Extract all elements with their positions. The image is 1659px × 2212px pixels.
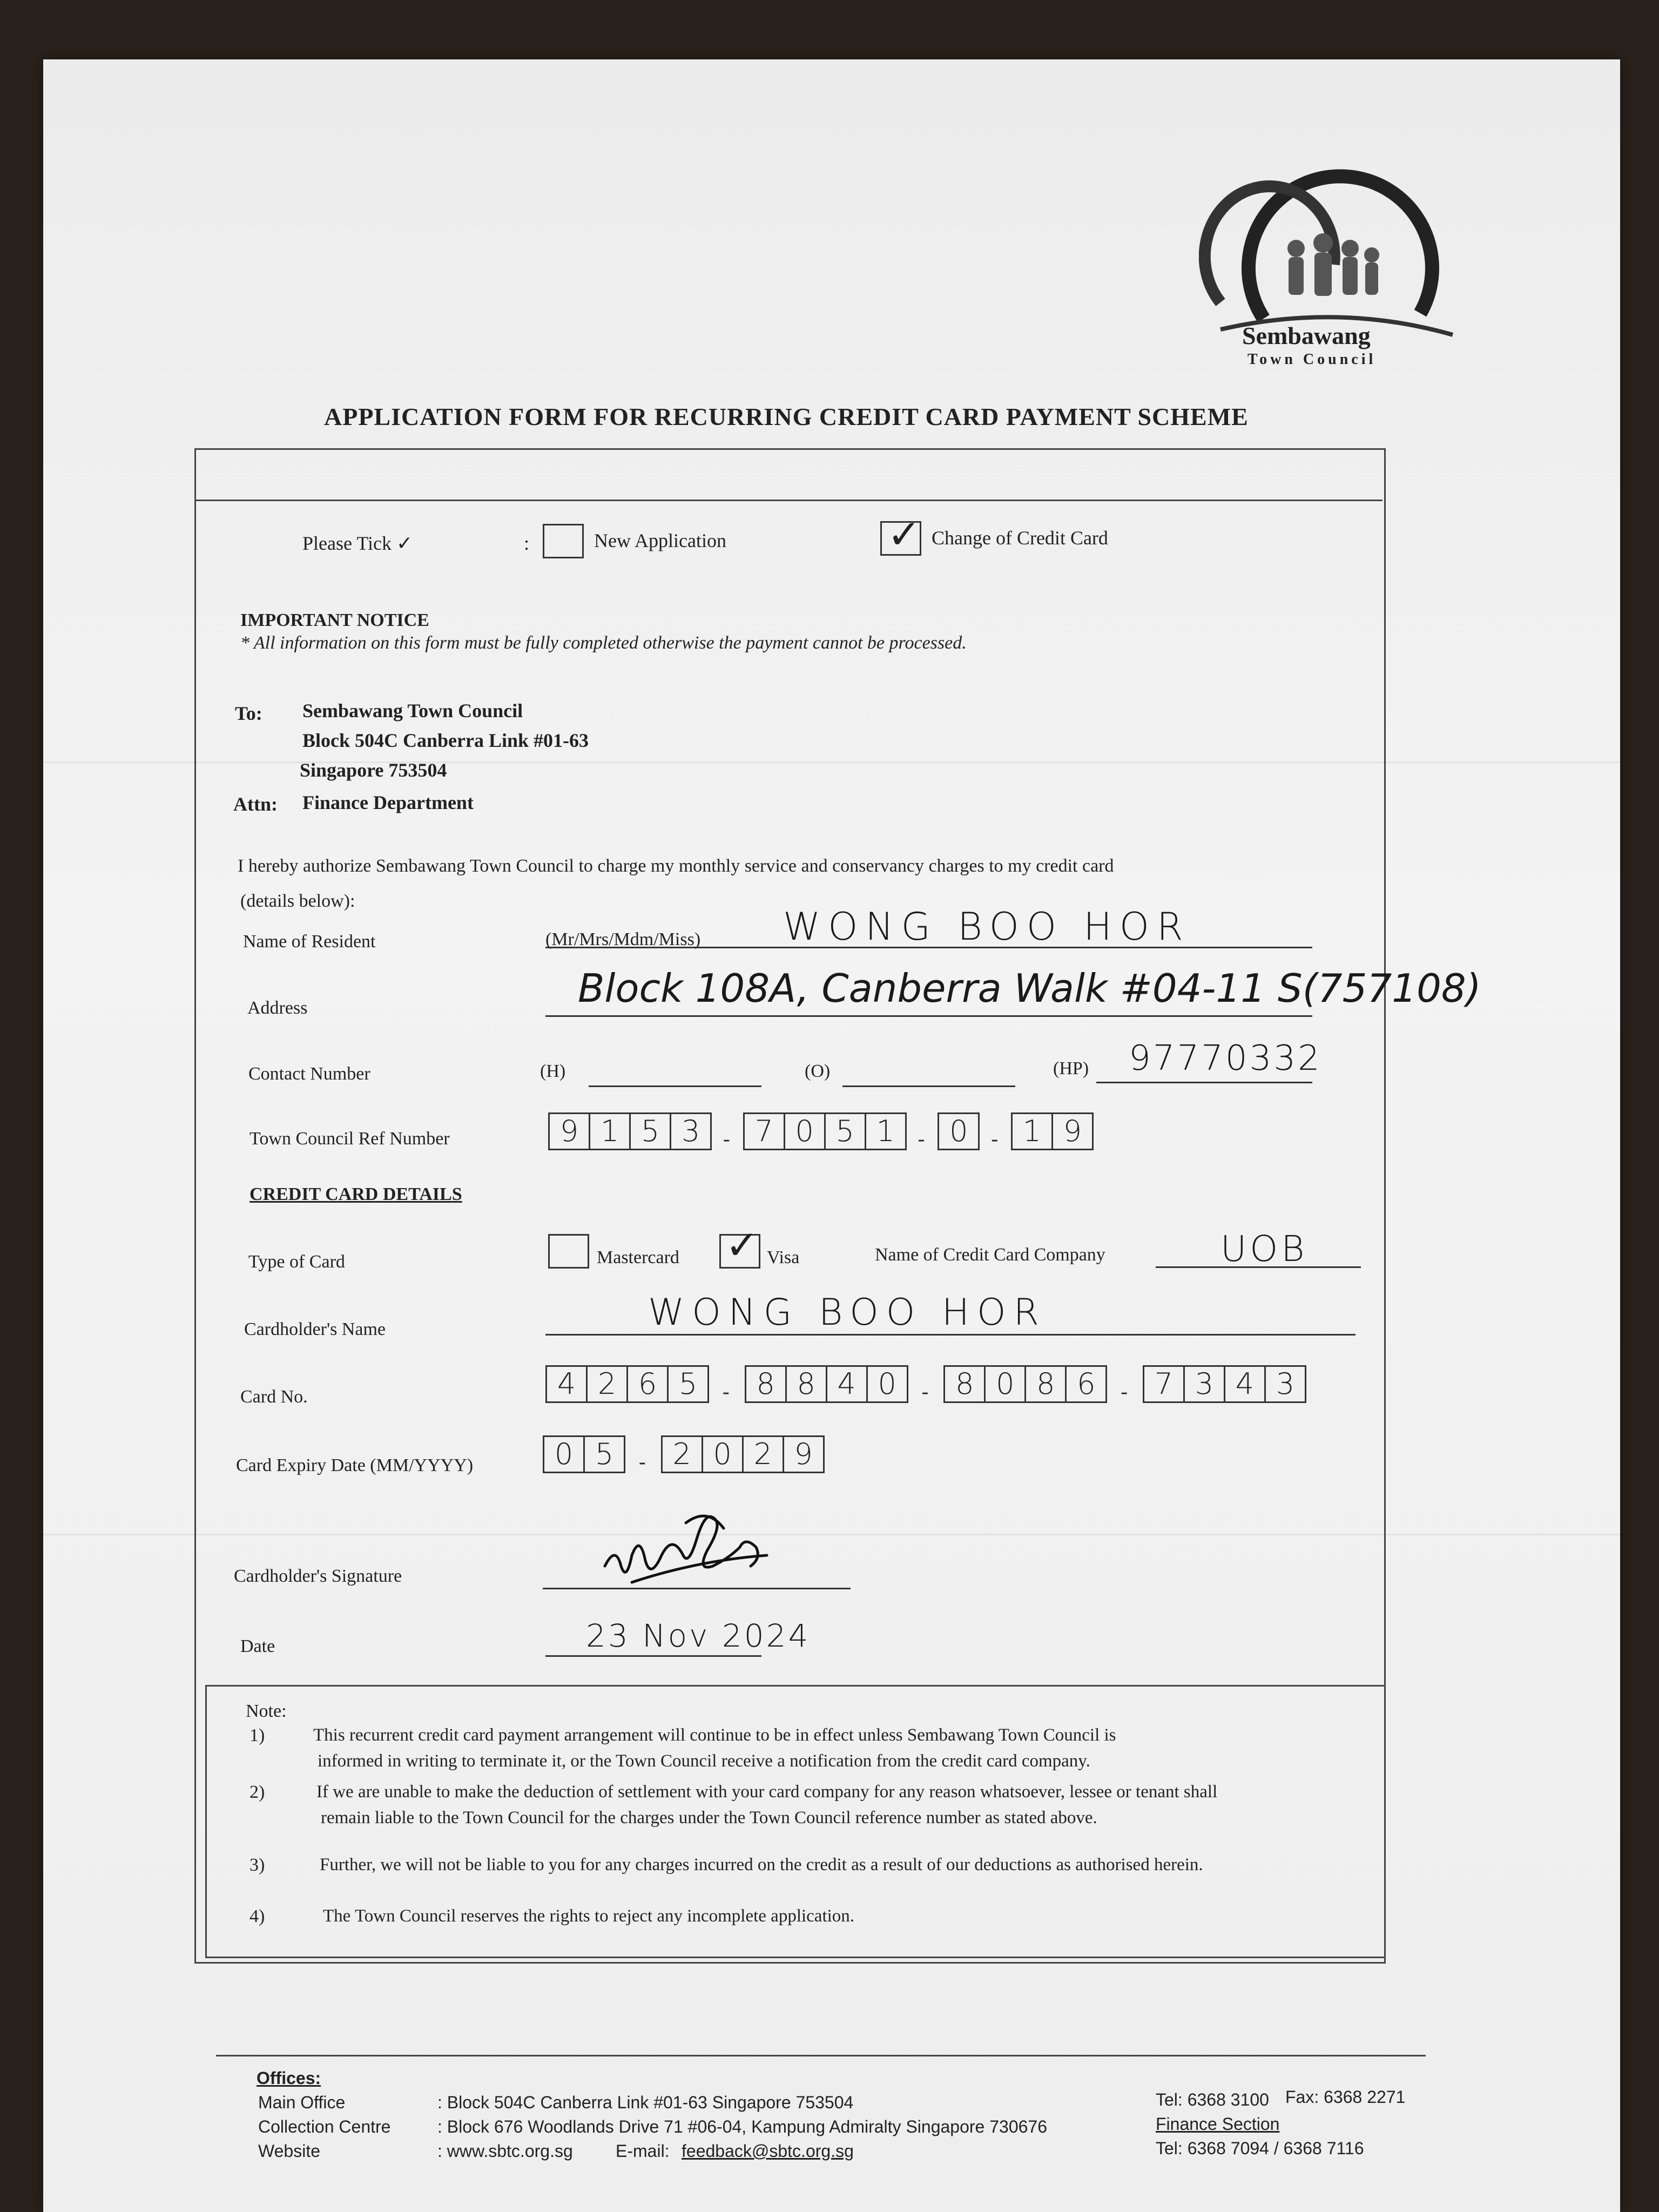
notice-text: * All information on this form must be fully completed otherwise the payment cannot be processed. — [240, 633, 967, 653]
hp-field[interactable] — [1096, 1038, 1322, 1083]
office-phone-field[interactable] — [842, 1056, 1015, 1087]
cardholder-label: Cardholder's Name — [244, 1319, 386, 1339]
digit-cell[interactable]: 2 — [742, 1435, 784, 1473]
digit-cell[interactable]: 8 — [785, 1365, 827, 1403]
collection-centre-label: Collection Centre — [258, 2117, 391, 2136]
tick-row — [194, 448, 1382, 501]
group-separator: - — [723, 1380, 730, 1403]
group-separator: - — [723, 1128, 730, 1150]
new-application-label: New Application — [594, 530, 726, 551]
digit-cell[interactable]: 9 — [783, 1435, 825, 1473]
note-text-continued: informed in writing to terminate it, or the Town Council receive a notification from the credit card company. — [318, 1751, 1090, 1771]
credit-card-heading: CREDIT CARD DETAILS — [249, 1184, 462, 1204]
colon: : — [524, 532, 530, 554]
digit-cell[interactable]: 8 — [943, 1365, 986, 1403]
notice-heading: IMPORTANT NOTICE — [240, 610, 429, 630]
hp-value: 97770332 — [1129, 1038, 1322, 1078]
digit-group — [943, 1365, 1105, 1403]
change-card-label: Change of Credit Card — [932, 527, 1108, 549]
group-separator: - — [1121, 1380, 1128, 1403]
digit-cell[interactable]: 0 — [702, 1435, 744, 1473]
company-label: Name of Credit Card Company — [875, 1245, 1105, 1265]
name-field[interactable] — [545, 905, 1312, 949]
digit-cell[interactable]: 2 — [661, 1435, 703, 1473]
form-title: APPLICATION FORM FOR RECURRING CREDIT CARD PAYMENT SCHEME — [324, 403, 1249, 430]
main-fax: Fax: 6368 2271 — [1285, 2087, 1406, 2107]
digit-group — [1011, 1112, 1092, 1150]
digit-cell[interactable]: 0 — [866, 1365, 908, 1403]
group-separator: - — [991, 1128, 998, 1150]
digit-cell[interactable]: 4 — [545, 1365, 588, 1403]
note-text: If we are unable to make the deduction of settlement with your card company for any reason whatsoever, lessee or tenant shall — [316, 1782, 1218, 1802]
digit-cell[interactable]: 5 — [629, 1112, 671, 1150]
authorize-line1: I hereby authorize Sembawang Town Council to charge my monthly service and conservancy charges to my credit card — [238, 856, 1114, 876]
logo-subtitle: Town Council — [1247, 351, 1377, 368]
digit-cell[interactable]: 8 — [1024, 1365, 1067, 1403]
note-text: The Town Council reserves the rights to reject any incomplete application. — [323, 1906, 855, 1926]
address-label: Address — [247, 998, 308, 1018]
card-number-label: Card No. — [240, 1387, 308, 1407]
attn-value: Finance Department — [302, 792, 474, 813]
card-number-boxes[interactable] — [545, 1365, 1305, 1403]
digit-cell[interactable]: 2 — [586, 1365, 628, 1403]
hp-label: (HP) — [1053, 1058, 1089, 1078]
digit-group — [745, 1365, 907, 1403]
digit-group — [548, 1112, 710, 1150]
collection-centre-value: : Block 676 Woodlands Drive 71 #06-04, Kampung Admiralty Singapore 730676 — [437, 2117, 1047, 2136]
digit-group — [543, 1435, 624, 1473]
note-text-continued: remain liable to the Town Council for the charges under the Town Council reference number as stated above. — [321, 1808, 1097, 1827]
digit-cell[interactable]: 5 — [824, 1112, 866, 1150]
digit-cell[interactable]: 0 — [543, 1435, 585, 1473]
digit-cell[interactable]: 3 — [1183, 1365, 1225, 1403]
attn-label: Attn: — [233, 793, 278, 815]
cardholder-field[interactable] — [545, 1293, 1355, 1336]
digit-cell[interactable]: 0 — [938, 1112, 980, 1150]
digit-cell[interactable]: 7 — [1143, 1365, 1185, 1403]
expiry-label: Card Expiry Date (MM/YYYY) — [236, 1455, 474, 1475]
website-label: Website — [258, 2141, 321, 2161]
checkmark-icon: ✓ — [887, 513, 921, 557]
main-office-value: : Block 504C Canberra Link #01-63 Singapore 753504 — [437, 2093, 854, 2112]
digit-group — [661, 1435, 823, 1473]
to-label: To: — [235, 703, 262, 724]
office-label: (O) — [805, 1061, 831, 1081]
visa-checkbox[interactable] — [719, 1224, 760, 1269]
home-phone-field[interactable] — [589, 1056, 761, 1087]
to-line1: Sembawang Town Council — [302, 700, 523, 721]
name-prefix: (Mr/Mrs/Mdm/Miss) — [545, 929, 701, 949]
email-link[interactable]: feedback@sbtc.org.sg — [682, 2141, 854, 2161]
contact-label: Contact Number — [248, 1064, 370, 1084]
digit-cell[interactable]: 3 — [1264, 1365, 1306, 1403]
cardholder-value: WONG BOO HOR — [648, 1291, 1047, 1334]
ref-number-boxes[interactable] — [548, 1112, 1092, 1150]
digit-group — [545, 1365, 707, 1403]
digit-cell[interactable]: 9 — [548, 1112, 590, 1150]
home-label: (H) — [540, 1061, 566, 1081]
signature-image — [599, 1501, 805, 1604]
card-type-label: Type of Card — [248, 1252, 345, 1272]
digit-cell[interactable]: 8 — [745, 1365, 787, 1403]
date-value: 23 Nov 2024 — [586, 1617, 811, 1654]
main-office-label: Main Office — [258, 2093, 346, 2112]
digit-group — [938, 1112, 978, 1150]
new-application-checkbox[interactable] — [543, 524, 584, 558]
digit-cell[interactable]: 1 — [589, 1112, 631, 1150]
visa-label: Visa — [767, 1247, 800, 1267]
footer-rule — [216, 2055, 1426, 2056]
change-card-checkbox[interactable] — [880, 513, 921, 557]
digit-cell[interactable]: 7 — [743, 1112, 785, 1150]
finance-tel: Tel: 6368 7094 / 6368 7116 — [1156, 2139, 1364, 2158]
company-value: UOB — [1220, 1228, 1308, 1270]
date-field[interactable] — [545, 1617, 811, 1657]
date-label: Date — [240, 1636, 275, 1656]
address-field[interactable] — [545, 966, 1481, 1017]
digit-group — [1143, 1365, 1305, 1403]
mastercard-checkbox[interactable] — [548, 1234, 589, 1269]
digit-cell[interactable]: 6 — [626, 1365, 669, 1403]
authorize-line2: (details below): — [240, 891, 355, 911]
digit-cell[interactable]: 0 — [984, 1365, 1026, 1403]
note-text: This recurrent credit card payment arrangement will continue to be in effect unless Sembawang Town Council is — [313, 1725, 1116, 1745]
main-tel: Tel: 6368 3100 — [1156, 2090, 1269, 2109]
signature-label: Cardholder's Signature — [234, 1566, 402, 1586]
digit-cell[interactable]: 5 — [583, 1435, 625, 1473]
digit-cell[interactable]: 9 — [1051, 1112, 1094, 1150]
digit-cell[interactable]: 4 — [826, 1365, 868, 1403]
offices-heading: Offices: — [257, 2068, 321, 2088]
mastercard-label: Mastercard — [597, 1247, 679, 1267]
to-line3: Singapore 753504 — [300, 759, 447, 781]
note-number: 4) — [249, 1906, 265, 1926]
group-separator: - — [921, 1380, 929, 1403]
digit-cell[interactable]: 3 — [670, 1112, 712, 1150]
digit-cell[interactable]: 4 — [1224, 1365, 1266, 1403]
digit-cell[interactable]: 1 — [1011, 1112, 1053, 1150]
to-line2: Block 504C Canberra Link #01-63 — [302, 730, 589, 751]
sembawang-logo-icon — [1199, 140, 1501, 421]
email-label: E-mail: — [616, 2141, 670, 2161]
note-number: 2) — [249, 1782, 265, 1802]
company-field[interactable] — [1156, 1228, 1361, 1270]
logo-name: Sembawang — [1242, 322, 1371, 349]
digit-cell[interactable]: 1 — [865, 1112, 907, 1150]
please-tick-label: Please Tick ✓ — [302, 532, 413, 554]
ref-label: Town Council Ref Number — [249, 1129, 450, 1149]
digit-cell[interactable]: 6 — [1065, 1365, 1107, 1403]
digit-cell[interactable]: 5 — [667, 1365, 709, 1403]
expiry-boxes[interactable] — [543, 1435, 823, 1473]
name-label: Name of Resident — [243, 932, 376, 952]
checkmark-icon: ✓ — [725, 1224, 759, 1268]
website-value[interactable]: : www.sbtc.org.sg — [437, 2141, 573, 2161]
note-text: Further, we will not be liable to you for any charges incurred on the credit as a result of our deductions as authorised herein. — [320, 1855, 1203, 1874]
group-separator: - — [639, 1451, 646, 1473]
finance-section-label: Finance Section — [1156, 2114, 1280, 2134]
note-number: 3) — [249, 1855, 265, 1875]
name-value: WONG BOO HOR — [783, 905, 1191, 949]
digit-cell[interactable]: 0 — [784, 1112, 826, 1150]
notes-heading: Note: — [246, 1701, 287, 1721]
digit-group — [743, 1112, 905, 1150]
note-number: 1) — [249, 1725, 265, 1745]
address-value: Block 108A, Canberra Walk #04-11 S(757108) — [578, 966, 1481, 1011]
group-separator: - — [918, 1128, 925, 1150]
